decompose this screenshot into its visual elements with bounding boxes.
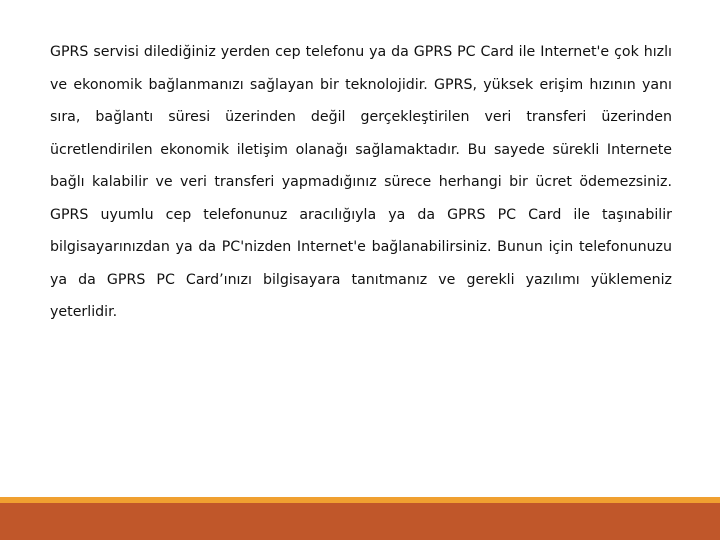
paragraph-line-3: sıra, bağlantı süresi üzerinden değil gerçekleştirilen veri transferi üzerinden — [50, 109, 672, 125]
footer-accent-bar — [0, 503, 720, 540]
paragraph-line-1: GPRS servisi dilediğiniz yerden cep telefonu ya da GPRS PC Card ile Internet'e çok hızlı — [50, 44, 672, 60]
paragraph-line-2: ve ekonomik bağlanmanızı sağlayan bir teknolojidir. GPRS, yüksek erişim hızının yanı — [50, 76, 672, 93]
paragraph-line-6: GPRS uyumlu cep telefonunuz aracılığıyla ya da GPRS PC Card ile taşınabilir — [50, 206, 672, 223]
paragraph-line-7: bilgisayarınızdan ya da PC'nizden Internet'e bağlanabilirsiniz. Bunun için telefonunuzu — [50, 239, 672, 255]
paragraph-line-8: ya da GPRS PC Card’ınızı bilgisayara tanıtmanız ve gerekli yazılımı yüklemeniz — [50, 271, 672, 288]
paragraph-line-4: ücretlendirilen ekonomik iletişim olanağı sağlamaktadır. Bu sayede sürekli Internete — [50, 141, 672, 158]
body-paragraph — [50, 36, 672, 329]
paragraph-line-9: yeterlidir. — [50, 304, 118, 320]
paragraph-line-5: bağlı kalabilir ve veri transferi yapmadığınız sürece herhangi bir ücret ödemezsiniz. — [50, 174, 672, 190]
